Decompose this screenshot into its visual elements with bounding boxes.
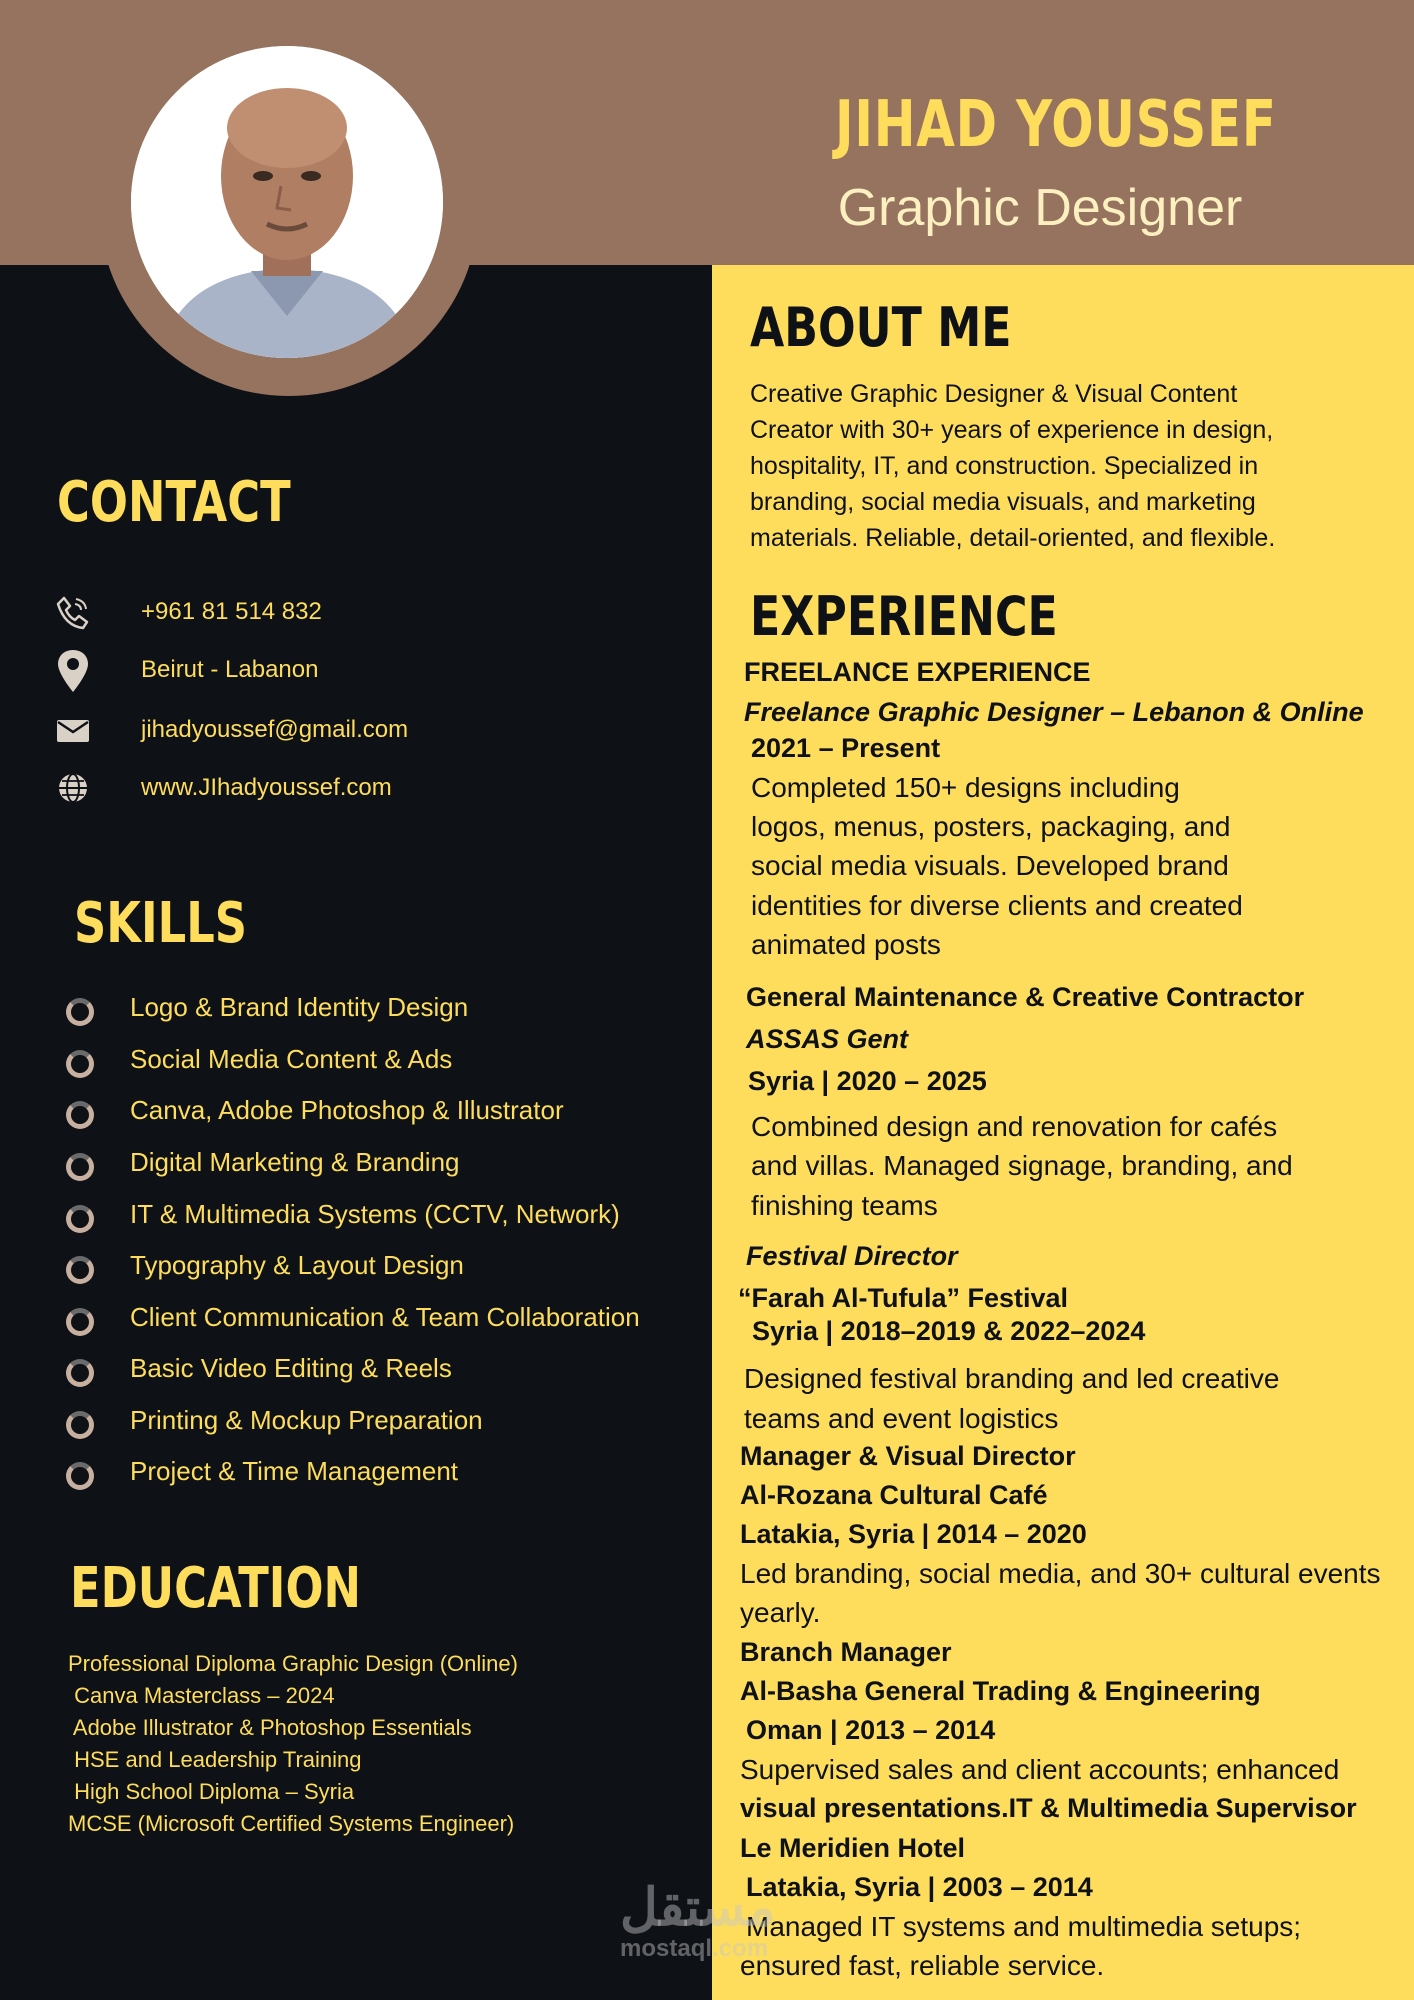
person-name: JIHAD YOUSSEF	[835, 88, 1277, 162]
location-pin-icon	[55, 648, 91, 694]
freelance-dates: 2021 – Present	[751, 733, 941, 763]
job-desc: finishing teams	[751, 1190, 938, 1221]
phone-icon	[55, 594, 91, 630]
freelance-desc: Completed 150+ designs including	[751, 772, 1180, 803]
about-heading: ABOUT ME	[750, 296, 1012, 359]
job-dates: Syria | 2018–2019 & 2022–2024	[752, 1316, 1146, 1346]
person-role: Graphic Designer	[837, 179, 1243, 237]
education-list	[68, 1648, 518, 1840]
skill-item: IT & Multimedia Systems (CCTV, Network)	[62, 1195, 702, 1235]
globe-icon	[55, 770, 91, 806]
bullet-ring-icon	[66, 1308, 94, 1336]
freelance-desc: animated posts	[751, 929, 941, 960]
job-dates: Latakia, Syria | 2003 – 2014	[746, 1872, 1093, 1902]
job-desc: Managed IT systems and multimedia setups;	[746, 1911, 1302, 1942]
bullet-ring-icon	[66, 1101, 94, 1129]
bullet-ring-icon	[66, 1153, 94, 1181]
job-dates: Latakia, Syria | 2014 – 2020	[740, 1519, 1087, 1549]
website-text[interactable]: www.JIhadyoussef.com	[141, 774, 392, 801]
contact-location	[55, 650, 655, 690]
bullet-ring-icon	[66, 1205, 94, 1233]
location-text: Beirut - Labanon	[141, 656, 319, 683]
education-heading: EDUCATION	[70, 1556, 362, 1621]
skill-item: Printing & Mockup Preparation	[62, 1401, 702, 1441]
education-item: HSE and Leadership Training	[68, 1747, 362, 1772]
job-desc: and villas. Managed signage, branding, and	[751, 1150, 1293, 1181]
job-desc: Supervised sales and client accounts; enhanced	[740, 1754, 1340, 1785]
watermark: مستقل mostaql.com	[620, 1879, 776, 1962]
job-title: Manager & Visual Director	[740, 1441, 1076, 1471]
person-portrait-icon	[131, 46, 443, 358]
education-item: MCSE (Microsoft Certified Systems Engineer)	[68, 1811, 515, 1836]
freelance-desc: social media visuals. Developed brand	[751, 850, 1229, 881]
contact-website	[55, 768, 655, 808]
skill-item: Client Communication & Team Collaboration	[62, 1298, 702, 1338]
freelance-desc: logos, menus, posters, packaging, and	[751, 811, 1231, 842]
bullet-ring-icon	[66, 1359, 94, 1387]
job-desc: Designed festival branding and led creative	[744, 1363, 1280, 1394]
contact-heading: CONTACT	[57, 470, 291, 535]
education-item: Adobe Illustrator & Photoshop Essentials	[68, 1715, 472, 1740]
job-desc: yearly.	[740, 1597, 821, 1628]
job-company: Al-Rozana Cultural Café	[740, 1480, 1048, 1510]
skill-item: Social Media Content & Ads	[62, 1040, 702, 1080]
bullet-ring-icon	[66, 1256, 94, 1284]
job-dates: Oman | 2013 – 2014	[746, 1715, 996, 1745]
job-dates: Syria | 2020 – 2025	[748, 1066, 987, 1096]
job-desc: Combined design and renovation for cafés	[751, 1111, 1278, 1142]
profile-photo	[131, 46, 443, 358]
email-text[interactable]: jihadyoussef@gmail.com	[141, 716, 409, 743]
job-desc: teams and event logistics	[744, 1403, 1059, 1434]
job-desc: visual presentations.IT & Multimedia Supervisor	[740, 1793, 1357, 1823]
bullet-ring-icon	[66, 998, 94, 1026]
skills-heading: SKILLS	[74, 891, 248, 956]
skill-item: Typography & Layout Design	[62, 1246, 702, 1286]
skill-item: Canva, Adobe Photoshop & Illustrator	[62, 1091, 702, 1131]
skill-item: Project & Time Management	[62, 1452, 702, 1492]
bullet-ring-icon	[66, 1462, 94, 1490]
job-company: ASSAS Gent	[746, 1024, 909, 1054]
job-company: “Farah Al-Tufula” Festival	[738, 1283, 1069, 1313]
job-company: Le Meridien Hotel	[740, 1833, 966, 1863]
job-desc: Led branding, social media, and 30+ cultural events	[740, 1558, 1381, 1589]
skill-item: Basic Video Editing & Reels	[62, 1349, 702, 1389]
education-item: Professional Diploma Graphic Design (Online)	[68, 1651, 518, 1676]
education-item: High School Diploma – Syria	[68, 1779, 355, 1804]
mail-icon	[55, 712, 91, 748]
contact-email	[55, 710, 655, 750]
about-text: Creative Graphic Designer & Visual Content Creator with 30+ years of experience in design, hospitality, IT, and construction. Specialized in branding, social media visuals, and marketing materials. Reliable, detail-oriented, and flexible.	[750, 380, 1276, 552]
job-title: Festival Director	[746, 1241, 958, 1271]
bullet-ring-icon	[66, 1050, 94, 1078]
job-desc: ensured fast, reliable service.	[740, 1950, 1105, 1981]
education-item: Canva Masterclass – 2024	[68, 1683, 335, 1708]
bullet-ring-icon	[66, 1411, 94, 1439]
job-title: General Maintenance & Creative Contractor	[746, 982, 1305, 1012]
job-title: Branch Manager	[740, 1637, 952, 1667]
freelance-desc: identities for diverse clients and created	[751, 890, 1243, 921]
skill-item: Digital Marketing & Branding	[62, 1143, 702, 1183]
job-company: Al-Basha General Trading & Engineering	[740, 1676, 1261, 1706]
skill-item: Logo & Brand Identity Design	[62, 988, 702, 1028]
freelance-title: FREELANCE EXPERIENCE	[744, 657, 1091, 687]
contact-phone	[55, 592, 655, 632]
freelance-role: Freelance Graphic Designer – Lebanon & Online	[744, 697, 1364, 727]
phone-text[interactable]: +961 81 514 832	[141, 598, 322, 625]
experience-heading: EXPERIENCE	[750, 585, 1058, 648]
